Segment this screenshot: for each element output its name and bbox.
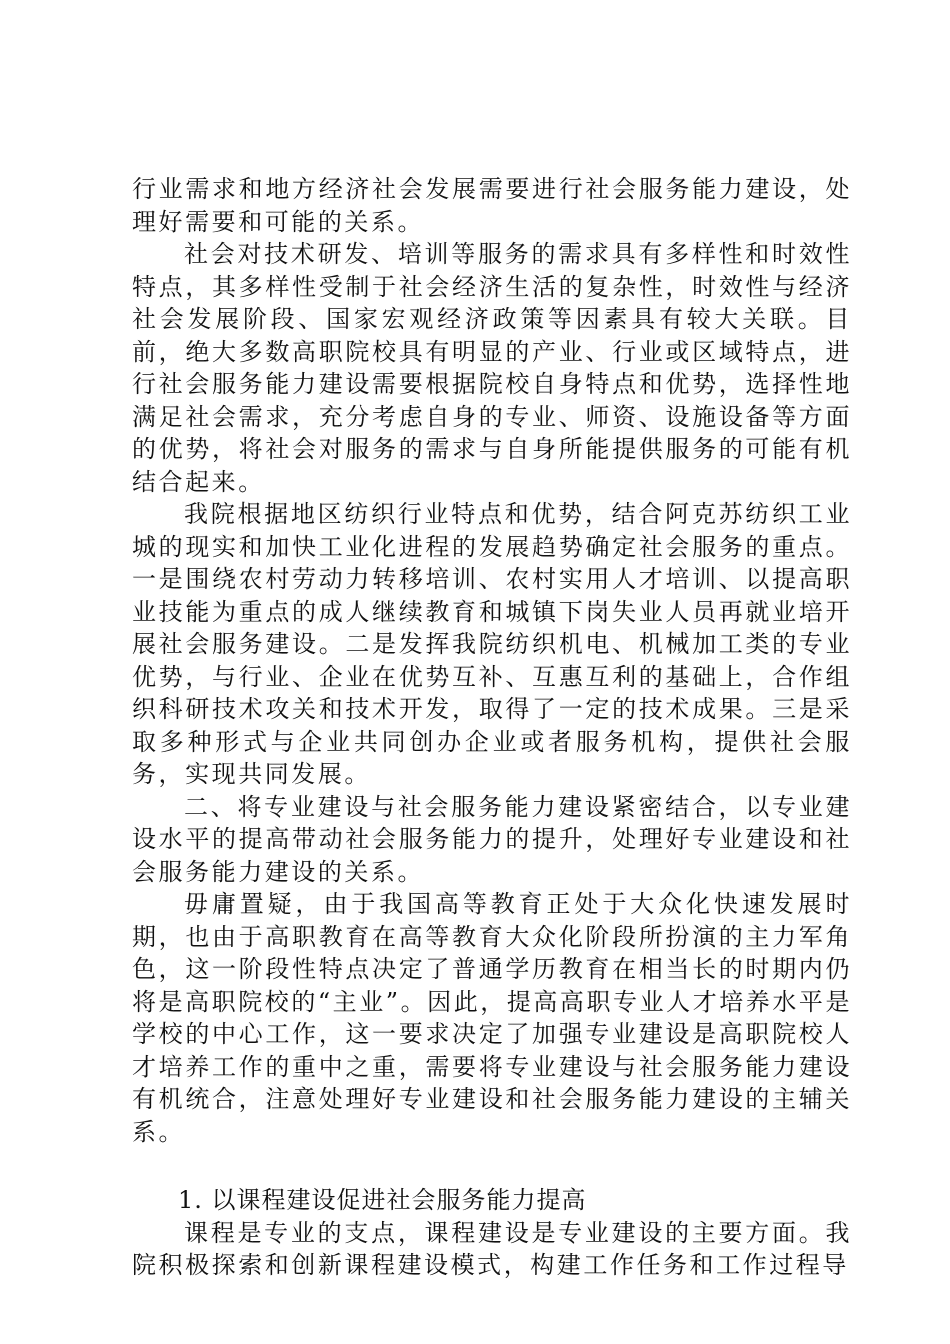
paragraph-undoubtedly: 毋庸置疑，由于我国高等教育正处于大众化快速发展时期，也由于高职教育在高等教育大众化阶段所扮演的主力军角色，这一阶段性特点决定了普通学历教育在相当长的时期内仍将是高职院校的“主业”。因此，提高高职专业人才培养水平是学校的中心工作，这一要求决定了加强专业建设是高职院校人才培养工作的重中之重，需要将专业建设与社会服务能力建设有机统合，注意处理好专业建设和社会服务能力建设的主辅关系。	[132, 890, 852, 1146]
paragraph-our-college: 我院根据地区纺织行业特点和优势，结合阿克苏纺织工业城的现实和加快工业化进程的发展趋势确定社会服务的重点。一是围绕农村劳动力转移培训、农村实用人才培训、以提高职业技能为重点的成人继续教育和城镇下岗失业人员再就业培开展社会服务建设。二是发挥我院纺织机电、机械加工类的专业优势，与行业、企业在优势互补、互惠互利的基础上，合作组织科研技术攻关和技术开发，取得了一定的技术成果。三是采取多种形式与企业共同创办企业或者服务机构，提供社会服务，实现共同发展。	[132, 500, 852, 788]
paragraph-service-demand: 社会对技术研发、培训等服务的需求具有多样性和时效性特点，其多样性受制于社会经济生活的复杂性，时效性与经济社会发展阶段、国家宏观经济政策等因素具有较大关联。目前，绝大多数高职院校具有明显的产业、行业或区域特点，进行社会服务能力建设需要根据院校自身特点和优势，选择性地满足社会需求，充分考虑自身的专业、师资、设施设备等方面的优势，将社会对服务的需求与自身所能提供服务的可能有机结合起来。	[132, 240, 852, 496]
paragraph-section-two: 二、将专业建设与社会服务能力建设紧密结合，以专业建设水平的提高带动社会服务能力的提升，处理好专业建设和社会服务能力建设的关系。	[132, 792, 852, 886]
document-page	[132, 173, 852, 1282]
subheading-course-construction: 1. 以课程建设促进社会服务能力提高	[178, 1186, 587, 1214]
paragraph-course-pivot: 课程是专业的支点，课程建设是专业建设的主要方面。我院积极探索和创新课程建设模式，构建工作任务和工作过程导	[132, 1218, 852, 1279]
paragraph-continuation: 行业需求和地方经济社会发展需要进行社会服务能力建设，处理好需要和可能的关系。	[132, 175, 852, 236]
